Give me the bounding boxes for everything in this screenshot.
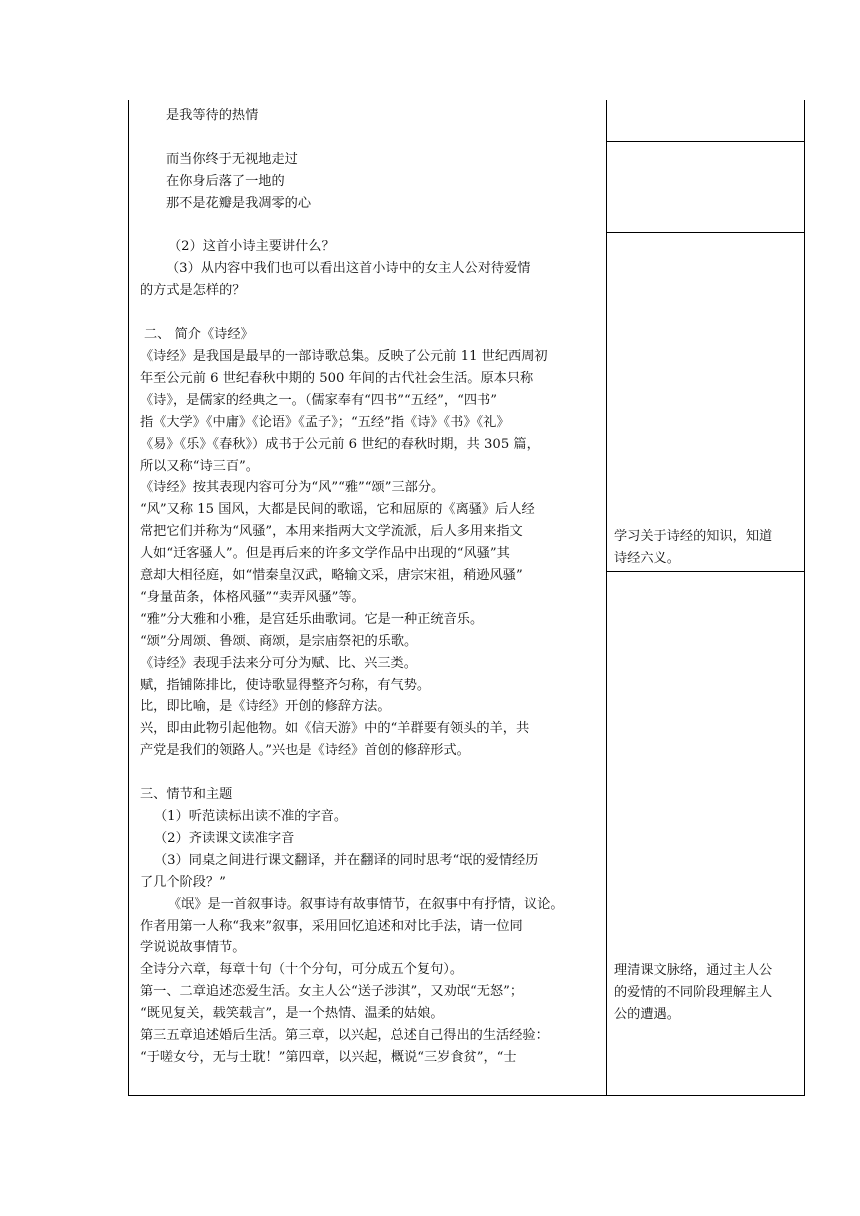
side-note-1 <box>614 526 800 570</box>
poem-line: 在你身后落了一地的 <box>166 173 285 189</box>
section-2-line: 人如“迁客骚人”。但是再后来的许多文学作品中出现的“风骚”其 <box>140 546 510 562</box>
section-2-line: “风”又称 15 国风，大都是民间的歌谣，它和屈原的《离骚》后人经 <box>140 502 535 518</box>
section-2-line: 所以又称“诗三百”。 <box>140 458 259 474</box>
section-2-line: 《诗经》表现手法来分可分为赋、比、兴三类。 <box>140 655 417 671</box>
poem-line: 那不是花瓣是我凋零的心 <box>166 195 312 211</box>
question-2: （2）这首小诗主要讲什么？ <box>168 239 335 255</box>
main-column <box>140 100 602 1069</box>
section-2-line: 赋，指铺陈排比，使诗歌显得整齐匀称，有气势。 <box>140 677 431 693</box>
paragraph: “既见复关，载笑载言”，是一个热情、温柔的姑娘。 <box>140 1006 444 1022</box>
section-2-line: 产党是我们的领路人。”兴也是《诗经》首创的修辞形式。 <box>140 743 470 759</box>
side-note-line: 理清课文脉络，通过主人公 <box>614 963 773 978</box>
step-2: （2）齐读课文读准字音 <box>154 830 295 846</box>
paragraph: 第一、二章追述恋爱生活。女主人公“送子涉淇”，又劝氓“无怒”； <box>140 984 524 1000</box>
step-1: （1）听范读标出读不准的字音。 <box>154 809 348 824</box>
side-note-line: 诗经六义。 <box>614 550 680 566</box>
side-note-line: 的爱情的不同阶段理解主人 <box>614 984 773 1000</box>
side-note-2 <box>614 960 800 1026</box>
section-2-line: 常把它们并称为“风骚”，本用来指两大文学流派，后人多用来指文 <box>140 524 523 540</box>
section-2-line: “身量苗条，体格风骚”“卖弄风骚”等。 <box>140 589 365 605</box>
question-3: （3）从内容中我们也可以看出这首小诗中的女主人公对待爱情 <box>166 261 531 277</box>
paragraph: “于嗟女兮，无与士耽！”第四章，以兴起，概说“三岁食贫”，“士 <box>140 1049 517 1065</box>
section-2-heading: 二、 简介《诗经》 <box>144 327 254 343</box>
section-2-line: 《诗》，是儒家的经典之一。（儒家奉有“四书”“五经”，“四书” <box>140 392 497 408</box>
paragraph: 学说说故事情节。 <box>140 940 246 956</box>
paragraph: 作者用第一人称“我来”叙事，采用回忆追述和对比手法，请一位同 <box>140 918 523 934</box>
table-left-border <box>128 100 129 1096</box>
side-row-divider-2 <box>606 232 805 233</box>
side-note-line: 公的遭遇。 <box>614 1006 680 1022</box>
section-2-line: 年至公元前 6 世纪春秋中期的 500 年间的古代社会生活。原本只称 <box>140 370 534 386</box>
side-note-line: 学习关于诗经的知识，知道 <box>614 529 773 544</box>
section-2-line: 比，即比喻，是《诗经》开创的修辞方法。 <box>140 699 391 715</box>
section-2-line: “颂”分周颂、鲁颂、商颂，是宗庙祭祀的乐歌。 <box>140 633 418 649</box>
poem-line: 是我等待的热情 <box>166 108 259 123</box>
step-3: （3）同桌之间进行课文翻译，并在翻译的同时思考“氓的爱情经历 <box>154 852 539 868</box>
table-bottom-border <box>128 1095 805 1096</box>
paragraph: 第三五章追述婚后生活。第三章，以兴起，总述自己得出的生活经验： <box>140 1028 549 1044</box>
section-2-line: 《诗经》是我国是最早的一部诗歌总集。反映了公元前 11 世纪西周初 <box>140 348 548 364</box>
step-3-cont: 了几个阶段？” <box>140 874 226 890</box>
paragraph: 全诗分六章，每章十句（十个分句，可分成五个复句）。 <box>140 962 464 978</box>
section-3-heading: 三、情节和主题 <box>140 787 233 803</box>
section-2-line: 《易》《乐》《春秋》）成书于公元前 6 世纪的春秋时期，共 305 篇， <box>140 436 540 452</box>
poem-line: 而当你终于无视地走过 <box>166 151 298 167</box>
table-column-divider <box>606 100 607 1096</box>
question-3-cont: 的方式是怎样的？ <box>140 283 246 299</box>
side-row-divider-3 <box>606 571 805 572</box>
table-right-border <box>804 100 805 1096</box>
side-row-divider-1 <box>606 141 805 142</box>
section-2-line: “雅”分大雅和小雅，是宫廷乐曲歌词。它是一种正统音乐。 <box>140 611 484 627</box>
section-2-line: 意却大相径庭，如“惜秦皇汉武，略输文采，唐宗宋祖，稍逊风骚” <box>140 568 523 584</box>
paragraph: 《氓》是一首叙事诗。叙事诗有故事情节，在叙事中有抒情，议论。 <box>168 896 564 912</box>
section-2-line: 《诗经》按其表现内容可分为“风”“雅”“颂”三部分。 <box>140 480 445 496</box>
section-2-line: 兴，即由此物引起他物。如《信天游》中的“羊群要有领头的羊，共 <box>140 721 530 737</box>
section-2-line: 指《大学》《中庸》《论语》《孟子》；“五经”指《诗》《书》《礼》 <box>140 414 510 430</box>
